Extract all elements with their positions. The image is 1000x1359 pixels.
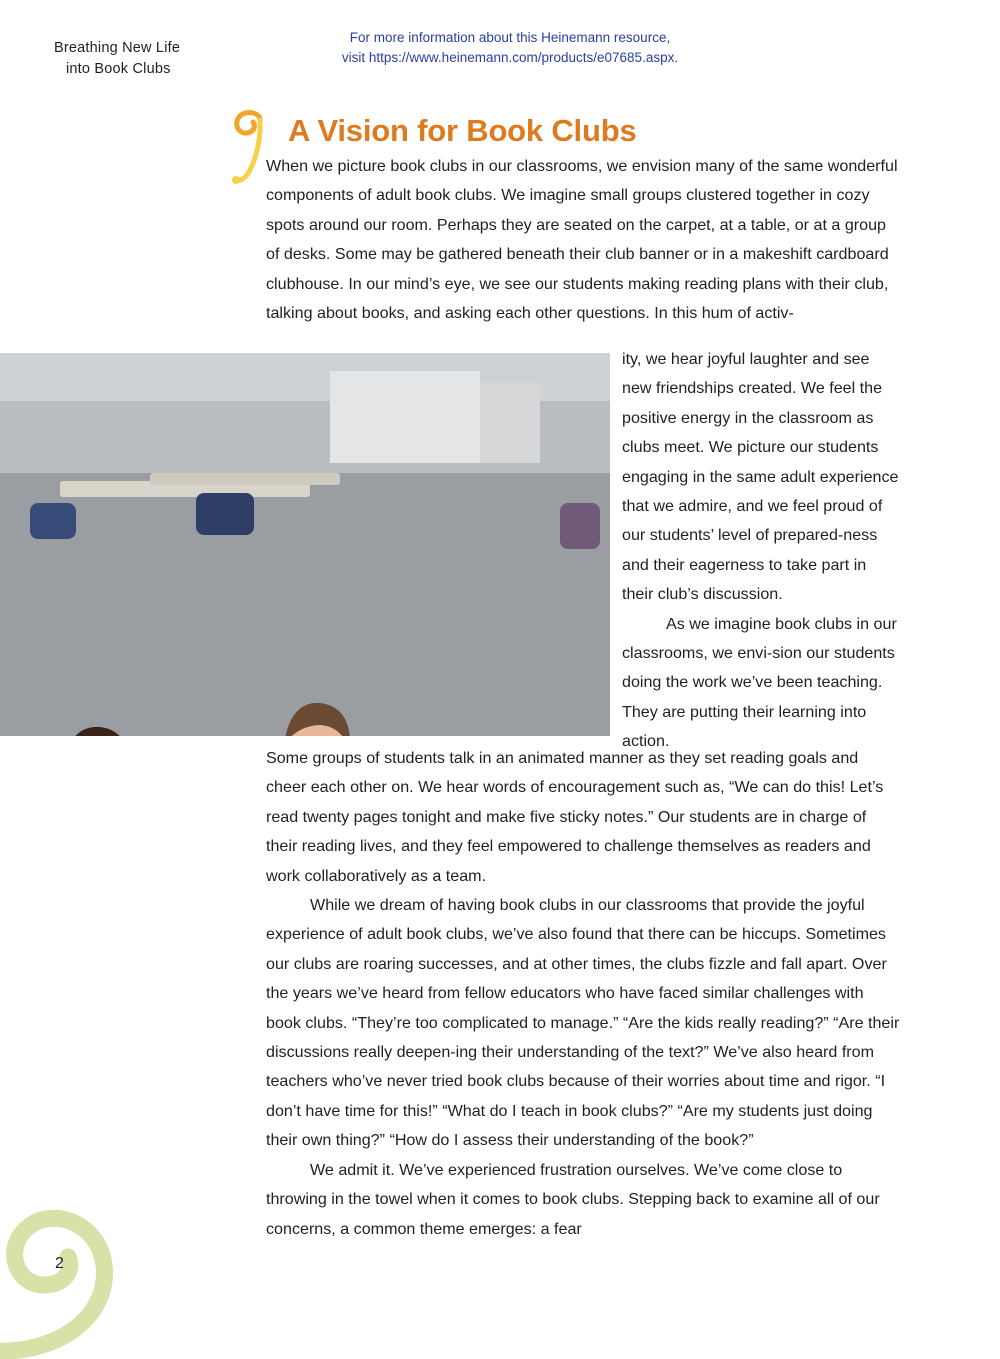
body-column-lower [266, 744, 900, 1244]
running-head-line-2: into Book Clubs [66, 61, 171, 78]
paragraph-text: While we dream of having book clubs in our classrooms that provide the joyful experience of adult book clubs, we’ve also found that there can be hiccups. Sometimes our clubs are roaring successes, and at other times, the clubs fizzle and fall apart. Over the years we’ve heard from fellow educators who have faced similar challenges with book clubs. “They’re too complicated to manage.” “Are the kids really reading?” “Are their discussions really deepen-ing their understanding of the text?” We’ve also heard from teachers who’ve never tried book clubs because of their worries about time and rigor. “I don’t have time for this!” “What do I teach in book clubs?” “Are my students just doing their own thing?” “How do I assess their understanding of the book?” [266, 896, 900, 1150]
body-paragraph-1 [266, 152, 900, 328]
paragraph-text: Some groups of students talk in an animated manner as they set reading goals and cheer each other on. We hear words of encouragement such as, “We can do this! Let’s read twenty pages tonight and make five sticky notes.” Our students are in charge of their reading lives, and they feel empowered to challenge themselves as readers and work collaboratively as a team. [266, 749, 884, 885]
body-column-right [622, 345, 900, 757]
corner-swirl-ornament-icon [0, 1155, 150, 1359]
heinemann-notice [280, 28, 740, 69]
classroom-photo [0, 353, 610, 736]
running-head-line-1: Breathing New Life [54, 40, 181, 56]
running-head [54, 38, 274, 80]
paragraph-text: As we imagine book clubs in our classrooms, we envi-sion our students doing the work we’ve been teaching. They are putting their learning into action. [622, 614, 897, 751]
page-title: A Vision for Book Clubs [288, 113, 637, 148]
paragraph-text: ity, we hear joyful laughter and see new friendships created. We feel the positive energy in the classroom as clubs meet. We picture our students engaging in the same adult experience that we admire, and we feel proud of our students’ level of prepared-ness and their eagerness to take part in their club’s discussion. [622, 350, 899, 604]
notice-url[interactable]: visit https://www.heinemann.com/products/e07685.aspx. [341, 50, 679, 66]
notice-line-1: For more information about this Heinemann resource, [349, 30, 671, 45]
page-number: 2 [55, 1255, 64, 1272]
paragraph-text: When we picture book clubs in our classrooms, we envision many of the same wonderful components of adult book clubs. We imagine small groups clustered together in cozy spots around our room. Perhaps they are seated on the carpet, at a table, or at a group of desks. Some may be gathered beneath their club banner or in a makeshift cardboard clubhouse. In our mind’s eye, we see our students making reading plans with their club, talking about books, and asking each other questions. In this hum of activ- [266, 157, 898, 323]
paragraph-text: We admit it. We’ve experienced frustration ourselves. We’ve come close to throwing in the towel when it comes to book clubs. Stepping back to examine all of our concerns, a common theme emerges: a fear [266, 1160, 880, 1238]
